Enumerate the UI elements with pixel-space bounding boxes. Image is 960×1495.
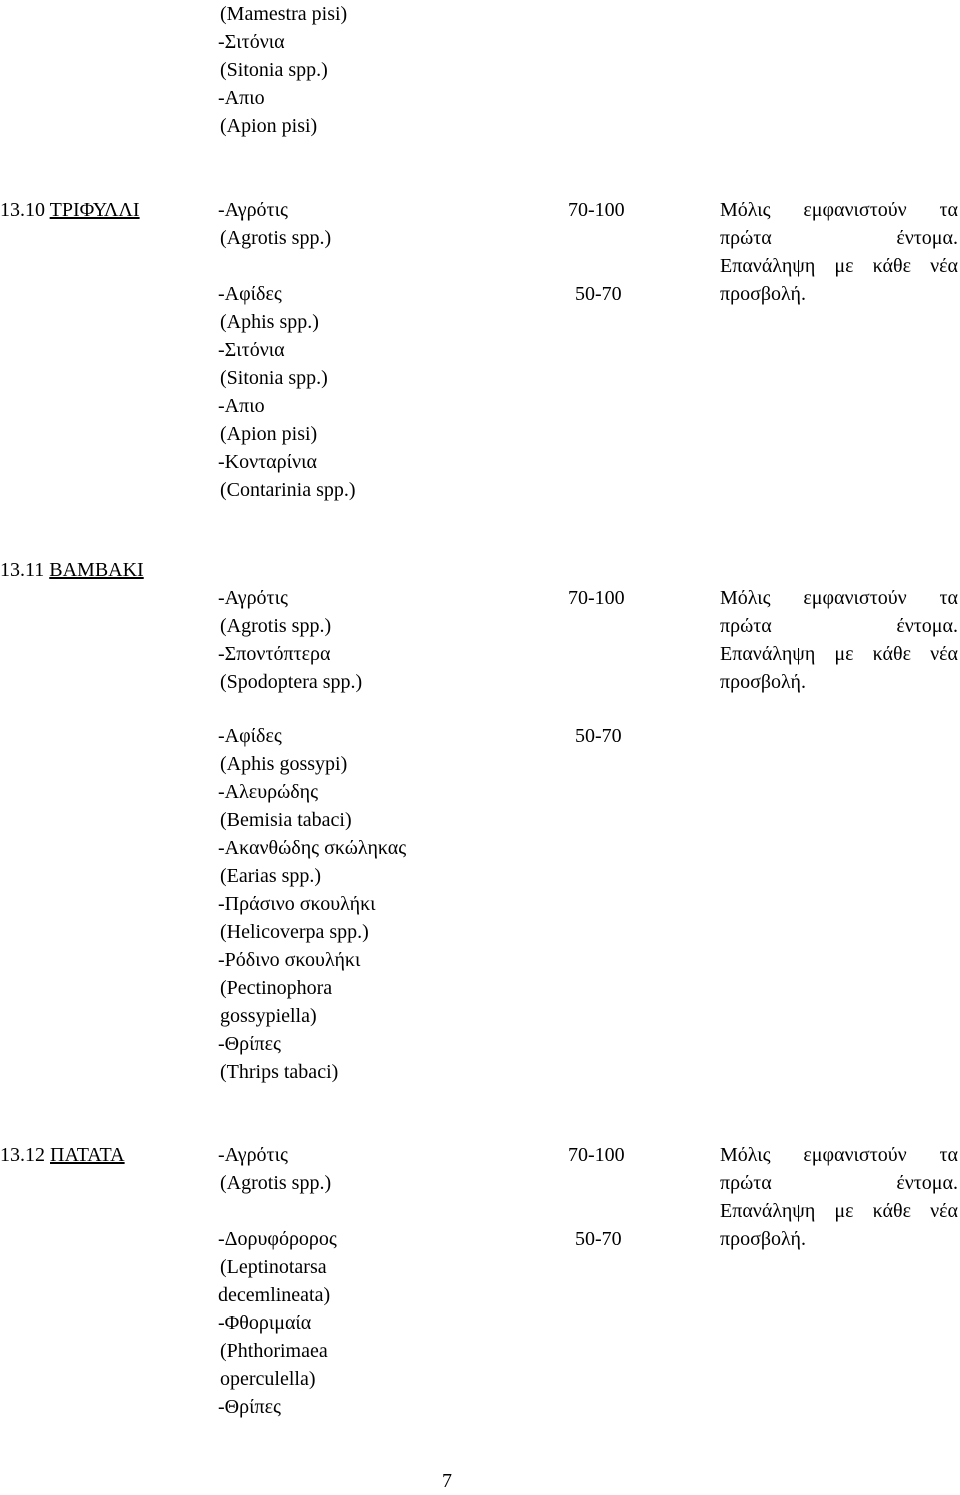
- section-heading: [0, 556, 144, 584]
- crop-name: ΤΡΙΦΥΛΛΙ: [49, 199, 140, 221]
- pest-line: -Σποντόπτερα: [218, 643, 331, 665]
- pest-line: -Θρίπες: [218, 1396, 281, 1418]
- dose-value: 50-70: [575, 725, 622, 747]
- pest-line: (Aphis spp.): [220, 311, 319, 333]
- pest-line: (Contarinia spp.): [220, 479, 356, 501]
- pest-line: (Phthorimaea: [220, 1340, 328, 1362]
- pest-line: -Πράσινο σκουλήκι: [218, 893, 376, 915]
- pest-line: -Κονταρίνια: [218, 451, 317, 473]
- pest-line: -Απιο: [218, 87, 265, 109]
- pest-line: operculella): [220, 1368, 316, 1390]
- pest-line: (Agrotis spp.): [220, 227, 332, 249]
- pest-line: (Bemisia tabaci): [220, 809, 352, 831]
- pest-line: -Αγρότις: [218, 199, 288, 221]
- timing-line: Επανάληψη με κάθε νέα: [720, 643, 958, 665]
- timing-line: Επανάληψη με κάθε νέα: [720, 1200, 958, 1222]
- timing-line: Επανάληψη με κάθε νέα: [720, 255, 958, 277]
- timing-line: προσβολή.: [720, 1228, 807, 1250]
- pest-line: (Thrips tabaci): [220, 1061, 339, 1083]
- timing-line: πρώτα έντομα.: [720, 1172, 958, 1194]
- section-number: 13.10: [0, 199, 45, 221]
- pest-line: (Spodoptera spp.): [220, 671, 363, 693]
- timing-line: προσβολή.: [720, 283, 807, 305]
- pest-line: -Αφίδες: [218, 725, 282, 747]
- pest-line: -Ρόδινο σκουλήκι: [218, 949, 361, 971]
- pest-line: -Αλευρώδης: [218, 781, 319, 803]
- pest-line: (Agrotis spp.): [220, 615, 332, 637]
- pest-line: (Earias spp.): [220, 865, 322, 887]
- pest-line: (Helicoverpa spp.): [220, 921, 369, 943]
- section-heading: [0, 196, 140, 224]
- pest-line: (Aphis gossypi): [220, 753, 348, 775]
- pest-line: decemlineata): [218, 1284, 331, 1306]
- pest-line: (Apion pisi): [220, 423, 318, 445]
- page-number: 7: [442, 1470, 452, 1492]
- pest-line: (Agrotis spp.): [220, 1172, 332, 1194]
- section-number: 13.11: [0, 559, 45, 581]
- dose-value: 70-100: [568, 199, 625, 221]
- dose-value: 70-100: [568, 587, 625, 609]
- timing-line: πρώτα έντομα.: [720, 227, 958, 249]
- pest-line: (Leptinotarsa: [220, 1256, 327, 1278]
- pest-line: (Sitonia spp.): [220, 367, 328, 389]
- pest-line: (Pectinophora: [220, 977, 333, 999]
- pest-line: -Σιτόνια: [218, 339, 285, 361]
- pest-line: -Σιτόνια: [218, 31, 285, 53]
- pest-line: -Φθοριμαία: [218, 1312, 312, 1334]
- pest-line: -Ακανθώδης σκώληκας: [218, 837, 407, 859]
- pest-line: -Δορυφόρορος: [218, 1228, 337, 1250]
- crop-name: ΒΑΜΒΑΚΙ: [49, 559, 144, 581]
- pest-line: -Αφίδες: [218, 283, 282, 305]
- pest-line: -Αγρότις: [218, 587, 288, 609]
- pest-line: -Θρίπες: [218, 1033, 281, 1055]
- section-heading: [0, 1141, 125, 1169]
- pest-line: gossypiella): [220, 1005, 317, 1027]
- pest-line: (Apion pisi): [220, 115, 318, 137]
- dose-value: 70-100: [568, 1144, 625, 1166]
- pest-line: -Αγρότις: [218, 1144, 288, 1166]
- pest-line: (Sitonia spp.): [220, 59, 328, 81]
- timing-line: Μόλις εμφανιστούν τα: [720, 1144, 958, 1166]
- dose-value: 50-70: [575, 1228, 622, 1250]
- pest-line: -Απιο: [218, 395, 265, 417]
- timing-line: Μόλις εμφανιστούν τα: [720, 199, 958, 221]
- timing-line: Μόλις εμφανιστούν τα: [720, 587, 958, 609]
- timing-line: πρώτα έντομα.: [720, 615, 958, 637]
- pest-line: (Mamestra pisi): [220, 3, 348, 25]
- crop-name: ΠΑΤΑΤΑ: [50, 1144, 125, 1166]
- section-number: 13.12: [0, 1144, 45, 1166]
- dose-value: 50-70: [575, 283, 622, 305]
- timing-line: προσβολή.: [720, 671, 807, 693]
